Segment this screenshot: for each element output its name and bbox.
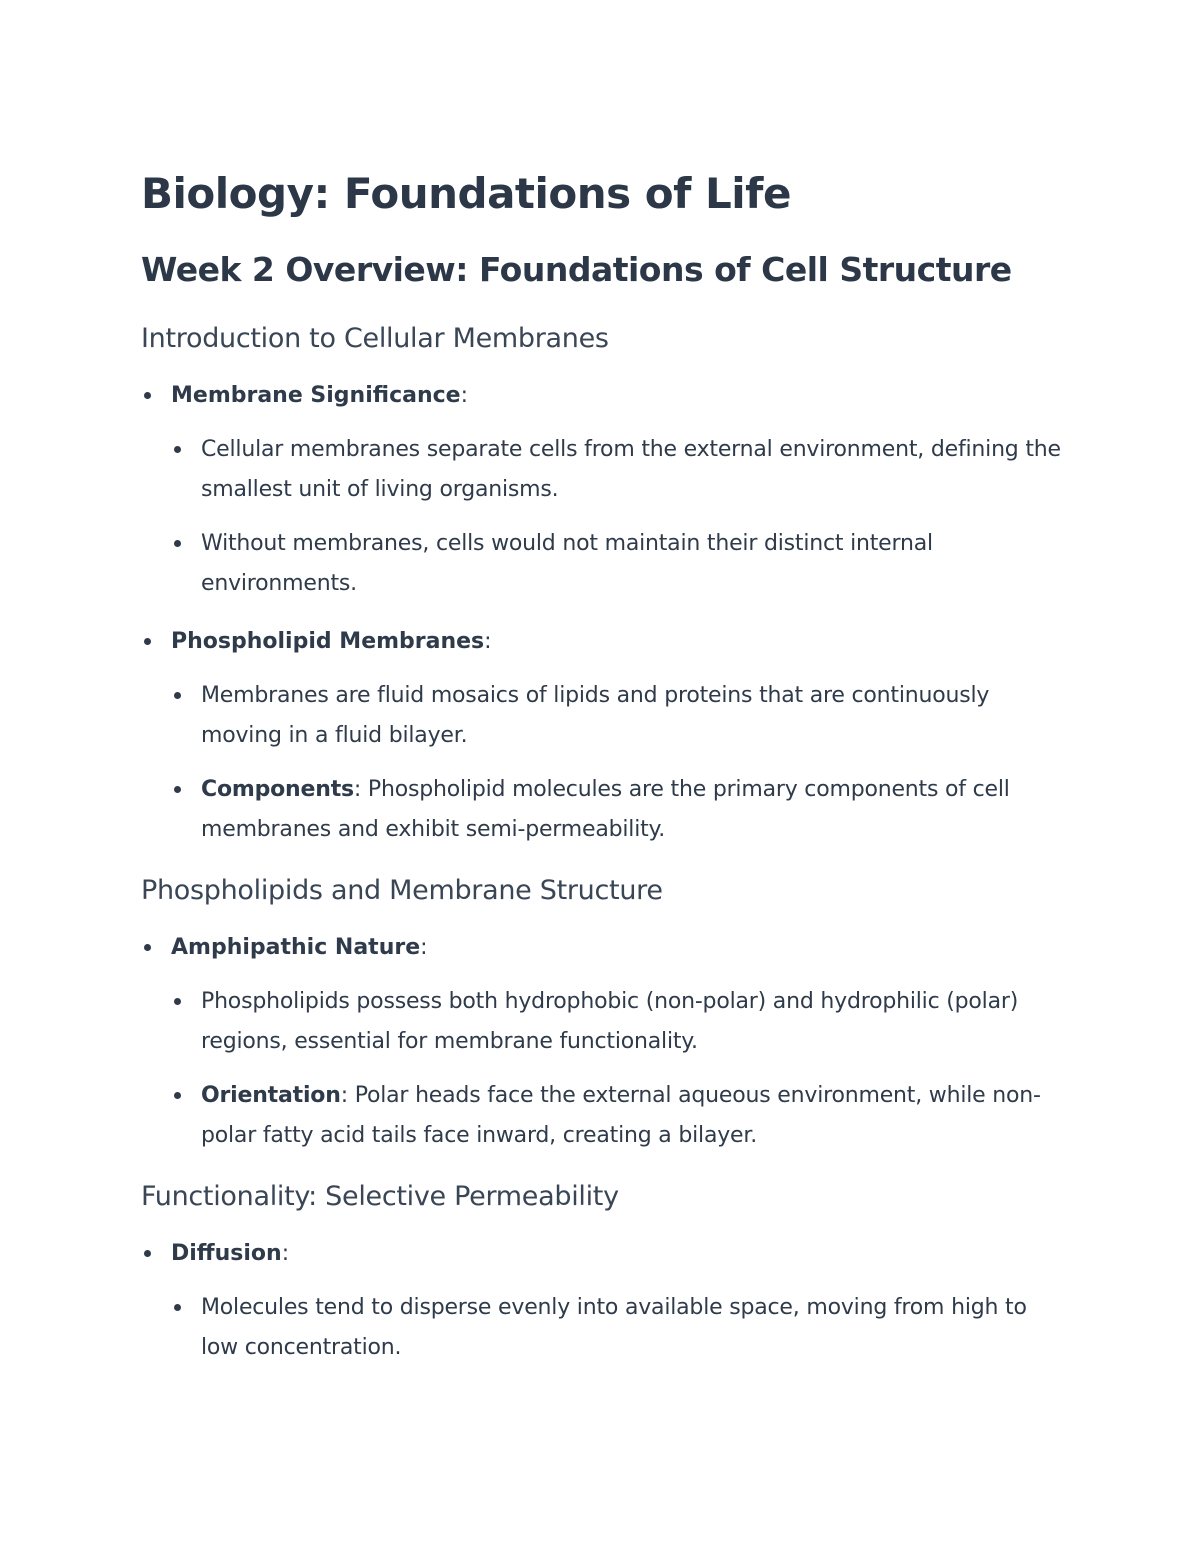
sub-item-text: Without membranes, cells would not maintain their distinct internal environments. xyxy=(201,531,933,596)
section-heading: Introduction to Cellular Membranes xyxy=(141,323,609,354)
sub-list-item xyxy=(171,430,1061,510)
bullet-list xyxy=(141,1234,1061,1368)
sub-item-term: Components xyxy=(201,777,354,802)
sub-item-text: Molecules tend to disperse evenly into available space, moving from high to low concentration. xyxy=(201,1295,1027,1360)
bullet-list xyxy=(141,376,1061,850)
item-term: Phospholipid Membranes xyxy=(171,629,485,654)
item-term: Membrane Significance xyxy=(171,383,461,408)
item-suffix: : xyxy=(420,935,428,960)
list-item xyxy=(141,928,1061,1156)
bullet-list xyxy=(141,928,1061,1156)
list-item xyxy=(141,622,1061,850)
sub-item-text: Cellular membranes separate cells from the external environment, defining the smallest unit of living organisms. xyxy=(201,437,1061,502)
sub-list-item xyxy=(171,524,1061,604)
item-term: Diffusion xyxy=(171,1241,282,1266)
section-intro-membranes xyxy=(141,320,1061,850)
section-heading: Phospholipids and Membrane Structure xyxy=(141,875,663,906)
week-heading: Week 2 Overview: Foundations of Cell Structure xyxy=(141,250,1012,289)
sub-bullet-list xyxy=(171,982,1061,1156)
sub-list-item xyxy=(171,676,1061,756)
sub-list-item xyxy=(171,982,1061,1062)
section-heading: Functionality: Selective Permeability xyxy=(141,1181,619,1212)
sub-bullet-list xyxy=(171,1288,1061,1368)
sub-list-item xyxy=(171,770,1061,850)
sub-list-item xyxy=(171,1076,1061,1156)
list-item xyxy=(141,1234,1061,1368)
item-term: Amphipathic Nature xyxy=(171,935,421,960)
list-item xyxy=(141,376,1061,604)
sub-list-item xyxy=(171,1288,1061,1368)
item-suffix: : xyxy=(460,383,468,408)
sub-item-text: : Polar heads face the external aqueous environment, while non-polar fatty acid tails face inward, creating a bilayer. xyxy=(201,1083,1041,1148)
section-selective-permeability xyxy=(141,1178,1061,1368)
sub-item-term: Orientation xyxy=(201,1083,341,1108)
item-suffix: : xyxy=(484,629,492,654)
document-page xyxy=(141,166,1061,1368)
sub-item-text: Membranes are fluid mosaics of lipids and proteins that are continuously moving in a fluid bilayer. xyxy=(201,683,990,748)
sub-bullet-list xyxy=(171,430,1061,604)
document-title: Biology: Foundations of Life xyxy=(141,169,791,218)
sub-item-text: : Phospholipid molecules are the primary components of cell membranes and exhibit semi-permeability. xyxy=(201,777,1010,842)
item-suffix: : xyxy=(281,1241,290,1266)
sub-bullet-list xyxy=(171,676,1061,850)
section-phospholipid-structure xyxy=(141,872,1061,1156)
sub-item-text: Phospholipids possess both hydrophobic (non-polar) and hydrophilic (polar) regions, essential for membrane functionality. xyxy=(201,989,1019,1054)
